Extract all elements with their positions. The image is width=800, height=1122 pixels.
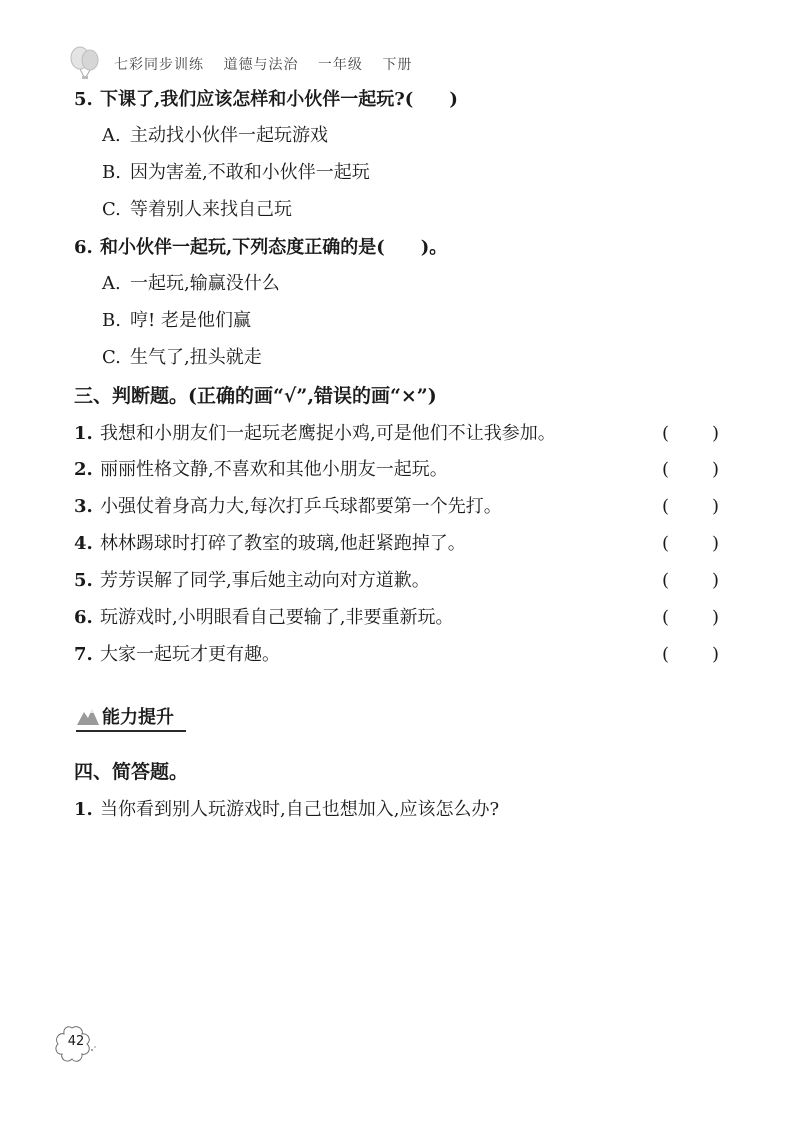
paren-right: ) (712, 644, 720, 665)
paren-right: ) (712, 496, 720, 517)
item-number: 5. (74, 570, 93, 591)
option-a (102, 124, 328, 148)
mountain-icon (76, 705, 100, 727)
option-text: 等着别人来找自己玩 (130, 199, 292, 220)
judge-item-5 (74, 569, 430, 593)
option-text: 生气了,扭头就走 (130, 347, 262, 368)
judge-item-1 (74, 422, 556, 446)
paren-left: ( (662, 607, 670, 628)
paren-right: ) (712, 533, 720, 554)
question-number: 6. (74, 237, 93, 258)
section-title-short-answer: 四、简答题。 (74, 761, 189, 783)
paren-right: ) (712, 570, 720, 591)
option-letter: C. (102, 199, 121, 220)
header-volume: 下册 (382, 57, 413, 73)
paren-left: ( (662, 423, 670, 444)
option-b (102, 309, 251, 333)
paren-left: ( (662, 496, 670, 517)
paren-left: ( (662, 533, 670, 554)
item-text: 我想和小朋友们一起玩老鹰捉小鸡,可是他们不让我参加。 (100, 423, 556, 444)
item-text: 小强仗着身高力大,每次打乒乓球都要第一个先打。 (100, 496, 502, 517)
option-text: 主动找小伙伴一起玩游戏 (130, 125, 328, 146)
judge-item-3 (74, 495, 502, 519)
item-number: 2. (74, 459, 93, 480)
item-text: 玩游戏时,小明眼看自己要输了,非要重新玩。 (100, 607, 454, 628)
option-letter: A. (102, 273, 121, 294)
header-grade: 一年级 (317, 57, 363, 73)
question-number: 5. (74, 89, 93, 110)
paren-left: ( (662, 570, 670, 591)
mc-question-6 (74, 236, 447, 260)
paren-right: ) (712, 423, 720, 444)
item-text: 林林踢球时打碎了教室的玻璃,他赶紧跑掉了。 (100, 533, 466, 554)
heading-underline (76, 730, 186, 732)
short-answer-item-1 (74, 798, 499, 822)
balloon-logo-icon (68, 46, 102, 80)
option-letter: B. (102, 310, 121, 331)
header-series: 七彩同步训练 (114, 57, 204, 73)
page-header (68, 46, 448, 78)
option-text: 因为害羞,不敢和小伙伴一起玩 (130, 162, 370, 183)
option-text: 哼! 老是他们赢 (130, 310, 251, 331)
item-text: 大家一起玩才更有趣。 (100, 644, 280, 665)
question-stem: 和小伙伴一起玩,下列态度正确的是( )。 (100, 237, 448, 258)
item-number: 6. (74, 607, 93, 628)
header-subject: 道德与法治 (223, 57, 299, 73)
paren-right: ) (712, 607, 720, 628)
paren-left: ( (662, 459, 670, 480)
item-number: 1. (74, 799, 93, 820)
option-b (102, 161, 370, 185)
judge-item-2 (74, 458, 448, 482)
item-text: 当你看到别人玩游戏时,自己也想加入,应该怎么办? (100, 799, 500, 820)
item-number: 1. (74, 423, 93, 444)
item-number: 3. (74, 496, 93, 517)
item-number: 4. (74, 533, 93, 554)
judge-item-4 (74, 532, 466, 556)
question-stem: 下课了,我们应该怎样和小伙伴一起玩?( ) (100, 89, 458, 110)
page-number-badge (58, 1024, 98, 1064)
item-number: 7. (74, 644, 93, 665)
ability-title: 能力提升 (102, 707, 174, 728)
option-c (102, 198, 292, 222)
judge-item-7 (74, 643, 280, 667)
option-letter: C. (102, 347, 121, 368)
section-title-judge: 三、判断题。(正确的画“√”,错误的画“×”) (74, 385, 437, 407)
option-c (102, 346, 262, 370)
option-a (102, 272, 280, 296)
option-text: 一起玩,输赢没什么 (130, 273, 280, 294)
option-letter: A. (102, 125, 121, 146)
paren-right: ) (712, 459, 720, 480)
mc-question-5 (74, 88, 458, 112)
page-number: 42 (67, 1034, 85, 1049)
item-text: 丽丽性格文静,不喜欢和其他小朋友一起玩。 (100, 459, 448, 480)
paren-left: ( (662, 644, 670, 665)
item-text: 芳芳误解了同学,事后她主动向对方道歉。 (100, 570, 430, 591)
header-text (114, 54, 426, 74)
option-letter: B. (102, 162, 121, 183)
judge-item-6 (74, 606, 453, 630)
